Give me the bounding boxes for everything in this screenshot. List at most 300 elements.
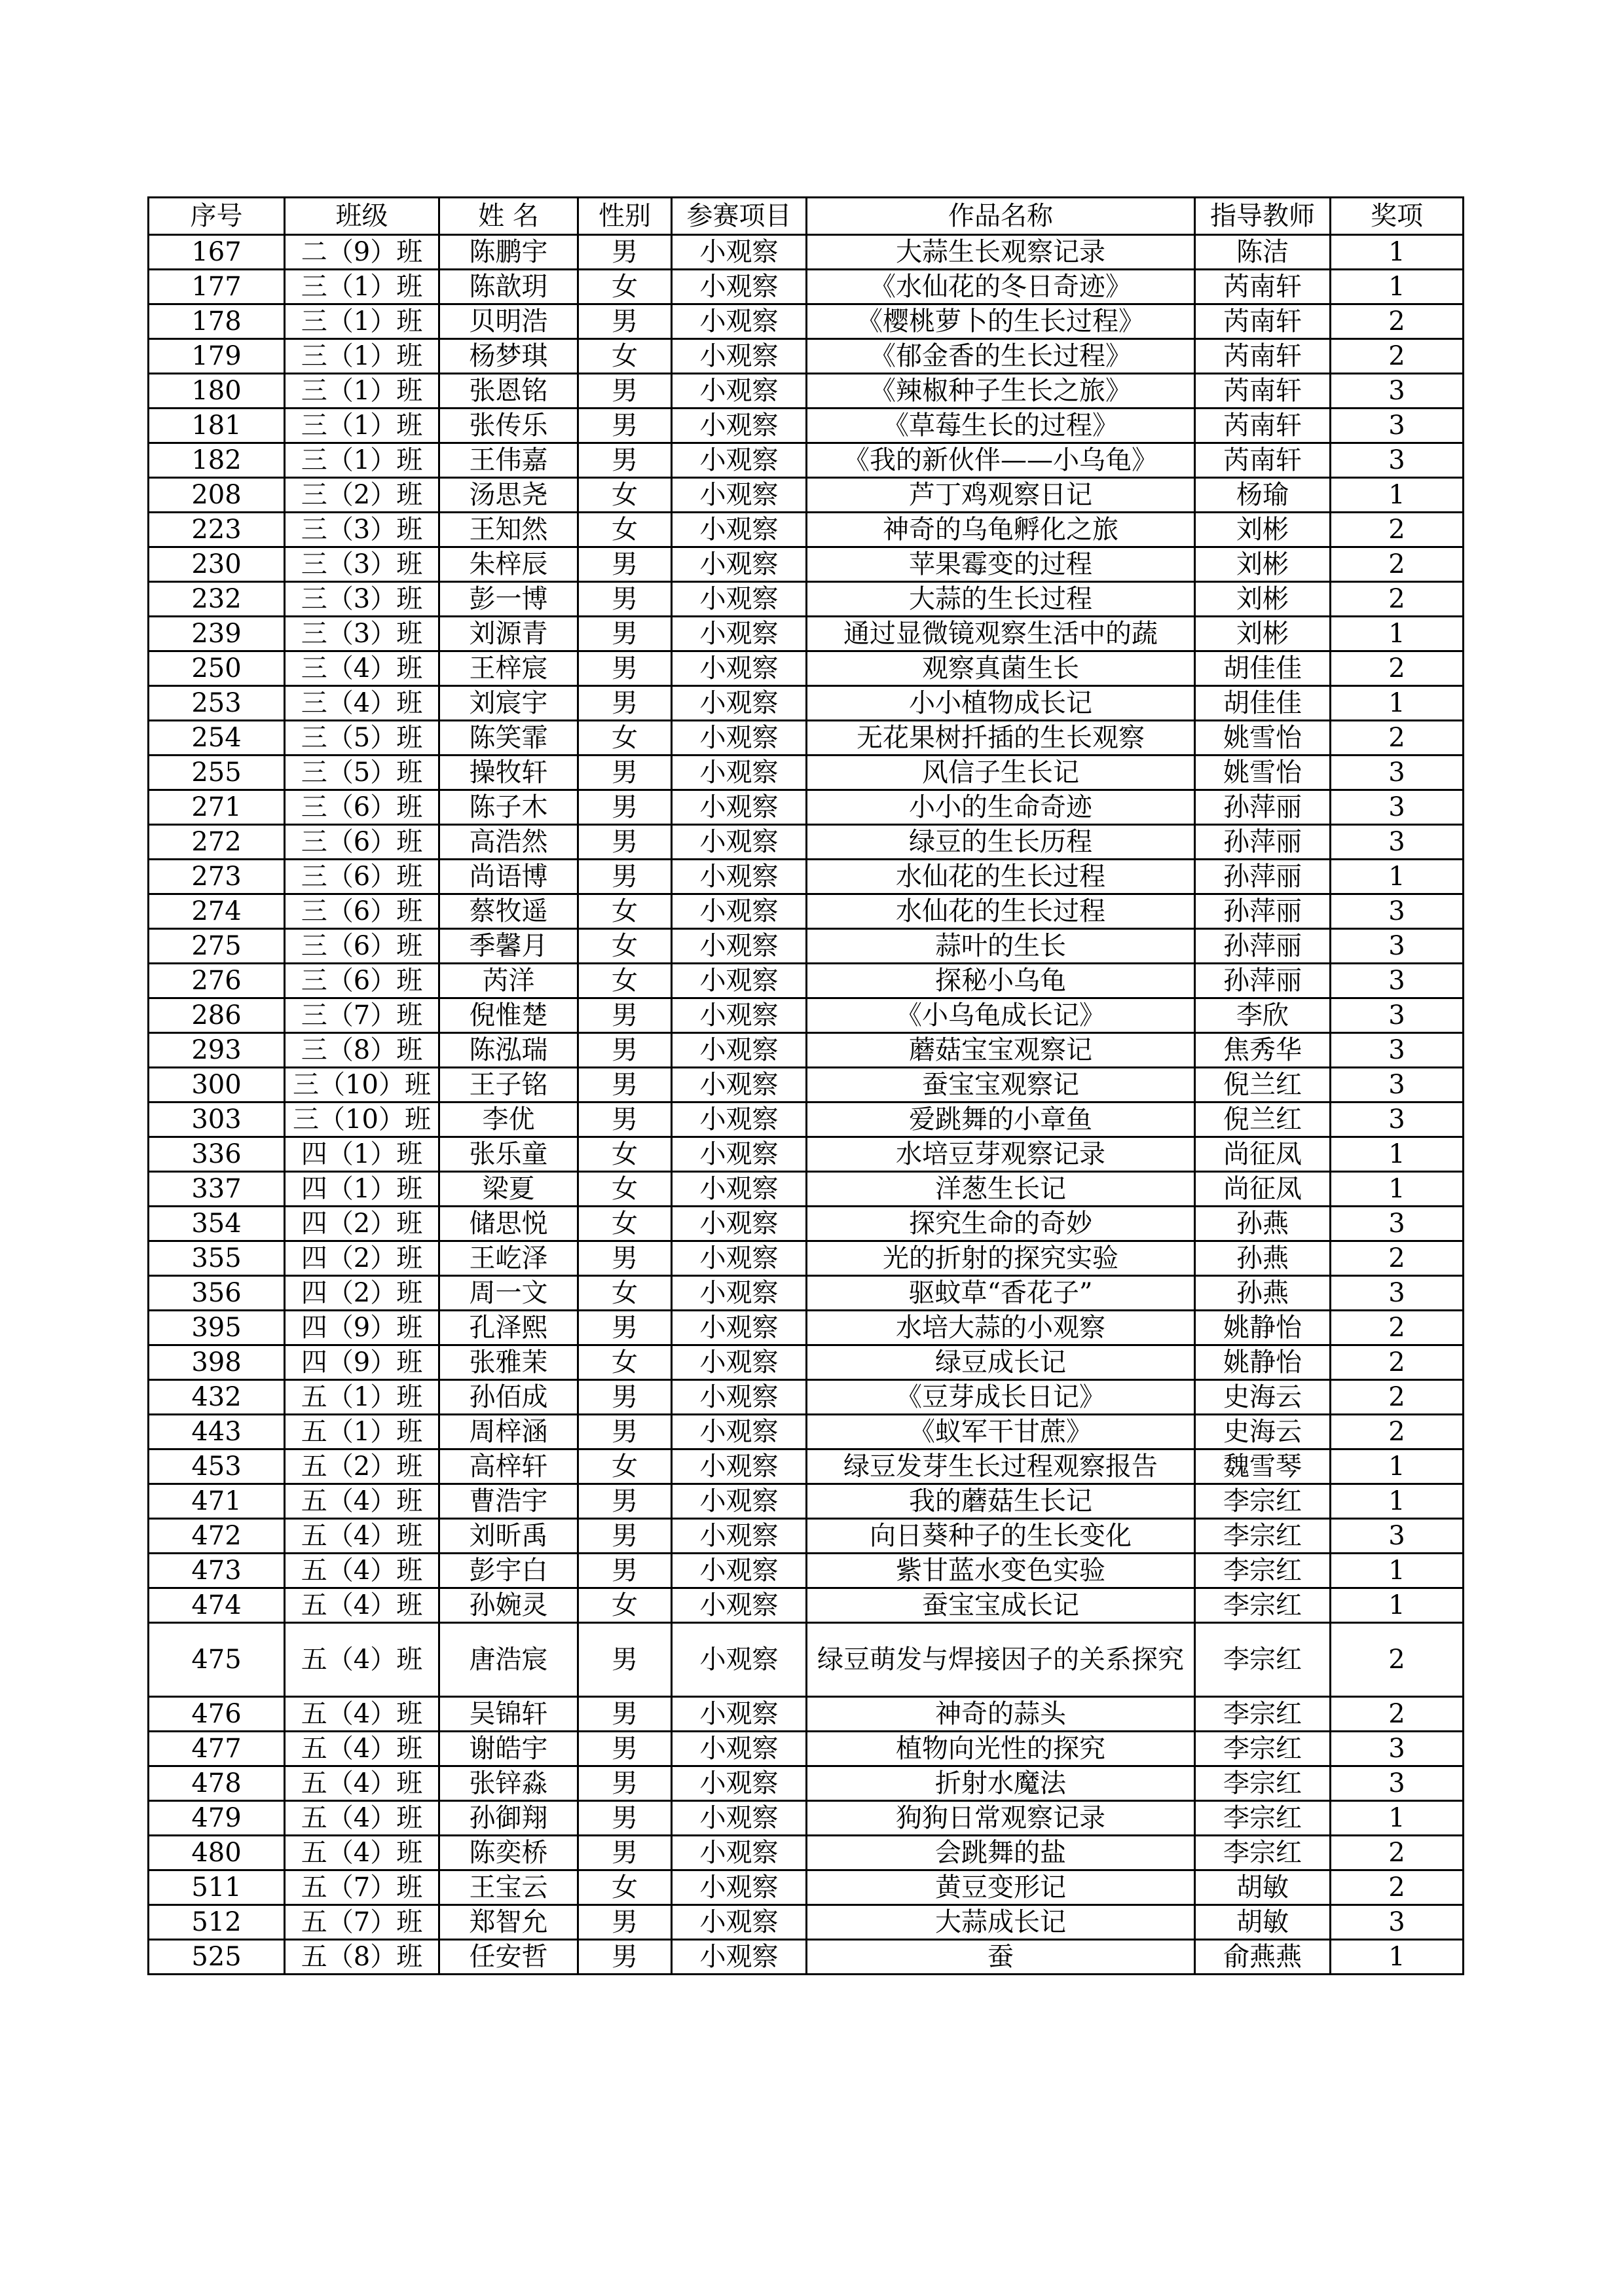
cell-teacher: 芮南轩 — [1195, 443, 1331, 478]
cell-award: 3 — [1331, 1102, 1464, 1137]
cell-award: 3 — [1331, 964, 1464, 998]
cell-name: 王伟嘉 — [439, 443, 578, 478]
header-cell-work: 作品名称 — [807, 198, 1195, 235]
table-row — [149, 1172, 1464, 1207]
cell-event: 小观察 — [672, 1766, 807, 1801]
cell-class: 三（4）班 — [285, 686, 439, 721]
cell-work: 神奇的蒜头 — [807, 1697, 1195, 1732]
cell-teacher: 姚雪怡 — [1195, 756, 1331, 790]
cell-work: 《我的新伙伴——小乌龟》 — [807, 443, 1195, 478]
cell-gender: 男 — [578, 1102, 672, 1137]
cell-class: 三（1）班 — [285, 339, 439, 374]
cell-gender: 男 — [578, 1241, 672, 1276]
cell-index: 239 — [149, 617, 285, 651]
table-row — [149, 1380, 1464, 1415]
cell-name: 汤思尧 — [439, 478, 578, 513]
cell-gender: 男 — [578, 1554, 672, 1588]
cell-gender: 男 — [578, 998, 672, 1033]
cell-work: 《水仙花的冬日奇迹》 — [807, 270, 1195, 304]
cell-work: 神奇的乌龟孵化之旅 — [807, 513, 1195, 547]
header-cell-index: 序号 — [149, 198, 285, 235]
table-row — [149, 964, 1464, 998]
cell-award: 2 — [1331, 513, 1464, 547]
cell-work: 大蒜生长观察记录 — [807, 235, 1195, 270]
cell-event: 小观察 — [672, 582, 807, 617]
cell-gender: 女 — [578, 929, 672, 964]
header-cell-name: 姓 名 — [439, 198, 578, 235]
cell-teacher: 陈洁 — [1195, 235, 1331, 270]
cell-index: 453 — [149, 1449, 285, 1484]
cell-award: 1 — [1331, 270, 1464, 304]
cell-award: 3 — [1331, 1732, 1464, 1766]
table-row — [149, 825, 1464, 860]
cell-event: 小观察 — [672, 270, 807, 304]
cell-index: 512 — [149, 1905, 285, 1940]
cell-class: 五（4）班 — [285, 1766, 439, 1801]
table-row — [149, 998, 1464, 1033]
award-sheet — [147, 196, 1462, 1975]
header-cell-event: 参赛项目 — [672, 198, 807, 235]
cell-class: 三（10）班 — [285, 1068, 439, 1102]
cell-event: 小观察 — [672, 686, 807, 721]
cell-name: 周一文 — [439, 1276, 578, 1311]
cell-name: 张锌淼 — [439, 1766, 578, 1801]
table-row — [149, 1207, 1464, 1241]
cell-award: 1 — [1331, 1940, 1464, 1975]
cell-class: 五（4）班 — [285, 1623, 439, 1697]
cell-name: 刘昕禹 — [439, 1519, 578, 1554]
cell-index: 250 — [149, 651, 285, 686]
cell-class: 三（3）班 — [285, 617, 439, 651]
cell-index: 275 — [149, 929, 285, 964]
cell-class: 三（1）班 — [285, 270, 439, 304]
table-row — [149, 270, 1464, 304]
table-row — [149, 1415, 1464, 1449]
cell-class: 三（6）班 — [285, 964, 439, 998]
table-row — [149, 582, 1464, 617]
cell-teacher: 胡敏 — [1195, 1870, 1331, 1905]
cell-teacher: 倪兰红 — [1195, 1102, 1331, 1137]
cell-index: 471 — [149, 1484, 285, 1519]
cell-teacher: 胡佳佳 — [1195, 651, 1331, 686]
cell-teacher: 芮南轩 — [1195, 409, 1331, 443]
cell-gender: 女 — [578, 270, 672, 304]
cell-work: 绿豆的生长历程 — [807, 825, 1195, 860]
cell-class: 三（2）班 — [285, 478, 439, 513]
table-row — [149, 443, 1464, 478]
cell-event: 小观察 — [672, 825, 807, 860]
cell-work: 黄豆变形记 — [807, 1870, 1195, 1905]
cell-class: 三（5）班 — [285, 721, 439, 756]
cell-event: 小观察 — [672, 513, 807, 547]
table-row — [149, 409, 1464, 443]
cell-class: 三（7）班 — [285, 998, 439, 1033]
cell-teacher: 孙燕 — [1195, 1276, 1331, 1311]
cell-event: 小观察 — [672, 1137, 807, 1172]
cell-award: 2 — [1331, 304, 1464, 339]
cell-class: 五（4）班 — [285, 1697, 439, 1732]
cell-name: 高梓轩 — [439, 1449, 578, 1484]
cell-index: 472 — [149, 1519, 285, 1554]
cell-class: 五（4）班 — [285, 1519, 439, 1554]
cell-gender: 男 — [578, 1311, 672, 1345]
cell-index: 395 — [149, 1311, 285, 1345]
cell-index: 178 — [149, 304, 285, 339]
table-row — [149, 1801, 1464, 1836]
cell-event: 小观察 — [672, 478, 807, 513]
cell-class: 四（2）班 — [285, 1241, 439, 1276]
cell-name: 周梓涵 — [439, 1415, 578, 1449]
cell-name: 储思悦 — [439, 1207, 578, 1241]
cell-event: 小观察 — [672, 894, 807, 929]
cell-index: 525 — [149, 1940, 285, 1975]
cell-gender: 男 — [578, 1519, 672, 1554]
cell-event: 小观察 — [672, 1732, 807, 1766]
cell-work: 水培大蒜的小观察 — [807, 1311, 1195, 1345]
cell-name: 彭一博 — [439, 582, 578, 617]
cell-name: 刘宸宇 — [439, 686, 578, 721]
cell-award: 3 — [1331, 1207, 1464, 1241]
cell-index: 398 — [149, 1345, 285, 1380]
cell-class: 五（4）班 — [285, 1732, 439, 1766]
cell-gender: 女 — [578, 1345, 672, 1380]
cell-award: 3 — [1331, 1068, 1464, 1102]
cell-index: 476 — [149, 1697, 285, 1732]
cell-event: 小观察 — [672, 1311, 807, 1345]
table-row — [149, 1554, 1464, 1588]
table-row — [149, 1345, 1464, 1380]
cell-index: 181 — [149, 409, 285, 443]
cell-gender: 男 — [578, 1033, 672, 1068]
cell-teacher: 尚征凤 — [1195, 1172, 1331, 1207]
cell-teacher: 孙萍丽 — [1195, 790, 1331, 825]
cell-event: 小观察 — [672, 1415, 807, 1449]
cell-class: 三（6）班 — [285, 894, 439, 929]
cell-name: 季馨月 — [439, 929, 578, 964]
cell-event: 小观察 — [672, 1836, 807, 1870]
cell-work: 爱跳舞的小章鱼 — [807, 1102, 1195, 1137]
cell-class: 五（7）班 — [285, 1870, 439, 1905]
cell-event: 小观察 — [672, 1033, 807, 1068]
cell-gender: 男 — [578, 1732, 672, 1766]
cell-name: 倪惟楚 — [439, 998, 578, 1033]
cell-name: 王梓宸 — [439, 651, 578, 686]
cell-class: 三（6）班 — [285, 929, 439, 964]
cell-teacher: 孙燕 — [1195, 1241, 1331, 1276]
cell-work: 风信子生长记 — [807, 756, 1195, 790]
cell-class: 三（6）班 — [285, 790, 439, 825]
table-row — [149, 1836, 1464, 1870]
table-row — [149, 374, 1464, 409]
cell-index: 303 — [149, 1102, 285, 1137]
cell-event: 小观察 — [672, 998, 807, 1033]
cell-award: 3 — [1331, 1519, 1464, 1554]
cell-teacher: 姚静怡 — [1195, 1311, 1331, 1345]
cell-index: 182 — [149, 443, 285, 478]
cell-gender: 女 — [578, 339, 672, 374]
cell-work: 通过显微镜观察生活中的蔬 — [807, 617, 1195, 651]
cell-gender: 男 — [578, 1415, 672, 1449]
cell-teacher: 孙萍丽 — [1195, 929, 1331, 964]
cell-teacher: 胡敏 — [1195, 1905, 1331, 1940]
cell-name: 王知然 — [439, 513, 578, 547]
cell-work: 《樱桃萝卜的生长过程》 — [807, 304, 1195, 339]
cell-award: 1 — [1331, 478, 1464, 513]
cell-teacher: 李宗红 — [1195, 1484, 1331, 1519]
cell-event: 小观察 — [672, 860, 807, 894]
cell-award: 1 — [1331, 1449, 1464, 1484]
table-row — [149, 756, 1464, 790]
cell-name: 陈奕桥 — [439, 1836, 578, 1870]
cell-gender: 男 — [578, 1766, 672, 1801]
cell-work: 观察真菌生长 — [807, 651, 1195, 686]
cell-teacher: 李宗红 — [1195, 1697, 1331, 1732]
table-row — [149, 1697, 1464, 1732]
cell-gender: 男 — [578, 651, 672, 686]
table-row — [149, 1484, 1464, 1519]
cell-event: 小观察 — [672, 443, 807, 478]
cell-class: 三（5）班 — [285, 756, 439, 790]
cell-event: 小观察 — [672, 1697, 807, 1732]
cell-class: 三（10）班 — [285, 1102, 439, 1137]
table-row — [149, 1449, 1464, 1484]
cell-class: 五（8）班 — [285, 1940, 439, 1975]
cell-class: 三（3）班 — [285, 513, 439, 547]
cell-teacher: 刘彬 — [1195, 582, 1331, 617]
cell-gender: 男 — [578, 756, 672, 790]
cell-work: 会跳舞的盐 — [807, 1836, 1195, 1870]
cell-gender: 男 — [578, 790, 672, 825]
cell-gender: 男 — [578, 860, 672, 894]
cell-gender: 男 — [578, 409, 672, 443]
cell-class: 四（9）班 — [285, 1311, 439, 1345]
cell-name: 吴锦轩 — [439, 1697, 578, 1732]
cell-name: 贝明浩 — [439, 304, 578, 339]
cell-work: 绿豆成长记 — [807, 1345, 1195, 1380]
table-row — [149, 1311, 1464, 1345]
cell-teacher: 李宗红 — [1195, 1554, 1331, 1588]
cell-work: 水培豆芽观察记录 — [807, 1137, 1195, 1172]
cell-event: 小观察 — [672, 1554, 807, 1588]
cell-event: 小观察 — [672, 617, 807, 651]
cell-teacher: 芮南轩 — [1195, 339, 1331, 374]
cell-index: 354 — [149, 1207, 285, 1241]
cell-class: 四（1）班 — [285, 1137, 439, 1172]
award-table — [147, 196, 1464, 1975]
cell-name: 孙御翔 — [439, 1801, 578, 1836]
cell-work: 《辣椒种子生长之旅》 — [807, 374, 1195, 409]
cell-award: 3 — [1331, 894, 1464, 929]
cell-class: 三（1）班 — [285, 374, 439, 409]
cell-award: 1 — [1331, 1588, 1464, 1623]
cell-award: 1 — [1331, 1172, 1464, 1207]
cell-event: 小观察 — [672, 1172, 807, 1207]
cell-name: 孙婉灵 — [439, 1588, 578, 1623]
cell-gender: 男 — [578, 1940, 672, 1975]
cell-name: 朱梓辰 — [439, 547, 578, 582]
cell-gender: 女 — [578, 478, 672, 513]
cell-class: 三（1）班 — [285, 409, 439, 443]
cell-event: 小观察 — [672, 409, 807, 443]
cell-teacher: 李宗红 — [1195, 1623, 1331, 1697]
table-row — [149, 513, 1464, 547]
cell-class: 四（9）班 — [285, 1345, 439, 1380]
cell-teacher: 李宗红 — [1195, 1766, 1331, 1801]
cell-teacher: 焦秀华 — [1195, 1033, 1331, 1068]
cell-index: 167 — [149, 235, 285, 270]
cell-index: 443 — [149, 1415, 285, 1449]
cell-class: 五（1）班 — [285, 1415, 439, 1449]
cell-work: 《小乌龟成长记》 — [807, 998, 1195, 1033]
cell-index: 177 — [149, 270, 285, 304]
cell-event: 小观察 — [672, 1588, 807, 1623]
table-row — [149, 1623, 1464, 1697]
cell-work: 狗狗日常观察记录 — [807, 1801, 1195, 1836]
table-row — [149, 790, 1464, 825]
table-body — [149, 235, 1464, 1975]
cell-work: 驱蚊草“香花子” — [807, 1276, 1195, 1311]
cell-work: 蘑菇宝宝观察记 — [807, 1033, 1195, 1068]
cell-award: 2 — [1331, 1623, 1464, 1697]
cell-award: 1 — [1331, 1137, 1464, 1172]
cell-class: 三（1）班 — [285, 304, 439, 339]
cell-index: 232 — [149, 582, 285, 617]
cell-award: 2 — [1331, 1836, 1464, 1870]
cell-work: 洋葱生长记 — [807, 1172, 1195, 1207]
cell-name: 孙佰成 — [439, 1380, 578, 1415]
cell-teacher: 倪兰红 — [1195, 1068, 1331, 1102]
cell-gender: 男 — [578, 547, 672, 582]
cell-event: 小观察 — [672, 1449, 807, 1484]
cell-work: 芦丁鸡观察日记 — [807, 478, 1195, 513]
cell-teacher: 李欣 — [1195, 998, 1331, 1033]
cell-gender: 女 — [578, 964, 672, 998]
table-row — [149, 1137, 1464, 1172]
cell-event: 小观察 — [672, 721, 807, 756]
cell-class: 三（8）班 — [285, 1033, 439, 1068]
table-row — [149, 1102, 1464, 1137]
table-row — [149, 478, 1464, 513]
cell-work: 紫甘蓝水变色实验 — [807, 1554, 1195, 1588]
cell-class: 五（2）班 — [285, 1449, 439, 1484]
cell-event: 小观察 — [672, 235, 807, 270]
header-cell-award: 奖项 — [1331, 198, 1464, 235]
cell-index: 336 — [149, 1137, 285, 1172]
cell-teacher: 芮南轩 — [1195, 374, 1331, 409]
cell-work: 折射水魔法 — [807, 1766, 1195, 1801]
cell-work: 光的折射的探究实验 — [807, 1241, 1195, 1276]
cell-work: 水仙花的生长过程 — [807, 860, 1195, 894]
cell-class: 四（2）班 — [285, 1207, 439, 1241]
cell-index: 223 — [149, 513, 285, 547]
table-row — [149, 1068, 1464, 1102]
cell-work: 《郁金香的生长过程》 — [807, 339, 1195, 374]
cell-teacher: 姚雪怡 — [1195, 721, 1331, 756]
cell-award: 2 — [1331, 721, 1464, 756]
cell-gender: 男 — [578, 1905, 672, 1940]
cell-event: 小观察 — [672, 1068, 807, 1102]
cell-event: 小观察 — [672, 756, 807, 790]
header-cell-class: 班级 — [285, 198, 439, 235]
cell-gender: 男 — [578, 1836, 672, 1870]
cell-class: 三（3）班 — [285, 547, 439, 582]
cell-work: 水仙花的生长过程 — [807, 894, 1195, 929]
cell-name: 梁夏 — [439, 1172, 578, 1207]
table-row — [149, 235, 1464, 270]
cell-index: 479 — [149, 1801, 285, 1836]
cell-gender: 女 — [578, 894, 672, 929]
cell-teacher: 孙萍丽 — [1195, 825, 1331, 860]
cell-index: 293 — [149, 1033, 285, 1068]
cell-work: 小小植物成长记 — [807, 686, 1195, 721]
cell-award: 2 — [1331, 1241, 1464, 1276]
cell-gender: 男 — [578, 374, 672, 409]
cell-gender: 男 — [578, 617, 672, 651]
cell-name: 芮洋 — [439, 964, 578, 998]
cell-index: 273 — [149, 860, 285, 894]
cell-teacher: 李宗红 — [1195, 1519, 1331, 1554]
cell-event: 小观察 — [672, 1207, 807, 1241]
cell-index: 208 — [149, 478, 285, 513]
cell-award: 2 — [1331, 582, 1464, 617]
cell-name: 谢皓宇 — [439, 1732, 578, 1766]
table-row — [149, 1766, 1464, 1801]
table-row — [149, 617, 1464, 651]
table-row — [149, 651, 1464, 686]
cell-gender: 男 — [578, 1380, 672, 1415]
table-row — [149, 1905, 1464, 1940]
cell-name: 任安哲 — [439, 1940, 578, 1975]
cell-index: 337 — [149, 1172, 285, 1207]
cell-name: 孔泽熙 — [439, 1311, 578, 1345]
cell-award: 2 — [1331, 1345, 1464, 1380]
cell-class: 五（4）班 — [285, 1836, 439, 1870]
cell-event: 小观察 — [672, 790, 807, 825]
cell-class: 五（4）班 — [285, 1801, 439, 1836]
cell-name: 王屹泽 — [439, 1241, 578, 1276]
cell-work: 植物向光性的探究 — [807, 1732, 1195, 1766]
header-row — [149, 198, 1464, 235]
header-cell-teacher: 指导教师 — [1195, 198, 1331, 235]
cell-name: 张乐童 — [439, 1137, 578, 1172]
cell-work: 大蒜的生长过程 — [807, 582, 1195, 617]
cell-award: 3 — [1331, 1905, 1464, 1940]
cell-teacher: 李宗红 — [1195, 1588, 1331, 1623]
cell-class: 五（1）班 — [285, 1380, 439, 1415]
cell-name: 蔡牧遥 — [439, 894, 578, 929]
cell-event: 小观察 — [672, 1484, 807, 1519]
table-row — [149, 547, 1464, 582]
cell-name: 尚语博 — [439, 860, 578, 894]
table-row — [149, 1940, 1464, 1975]
cell-award: 3 — [1331, 443, 1464, 478]
cell-award: 3 — [1331, 409, 1464, 443]
cell-event: 小观察 — [672, 1801, 807, 1836]
cell-award: 2 — [1331, 547, 1464, 582]
cell-award: 2 — [1331, 1870, 1464, 1905]
cell-teacher: 刘彬 — [1195, 513, 1331, 547]
cell-name: 操牧轩 — [439, 756, 578, 790]
cell-award: 1 — [1331, 1801, 1464, 1836]
cell-award: 3 — [1331, 929, 1464, 964]
cell-class: 三（3）班 — [285, 582, 439, 617]
cell-work: 我的蘑菇生长记 — [807, 1484, 1195, 1519]
cell-index: 473 — [149, 1554, 285, 1588]
cell-work: 蚕 — [807, 1940, 1195, 1975]
cell-gender: 男 — [578, 1697, 672, 1732]
cell-class: 四（1）班 — [285, 1172, 439, 1207]
cell-teacher: 李宗红 — [1195, 1836, 1331, 1870]
